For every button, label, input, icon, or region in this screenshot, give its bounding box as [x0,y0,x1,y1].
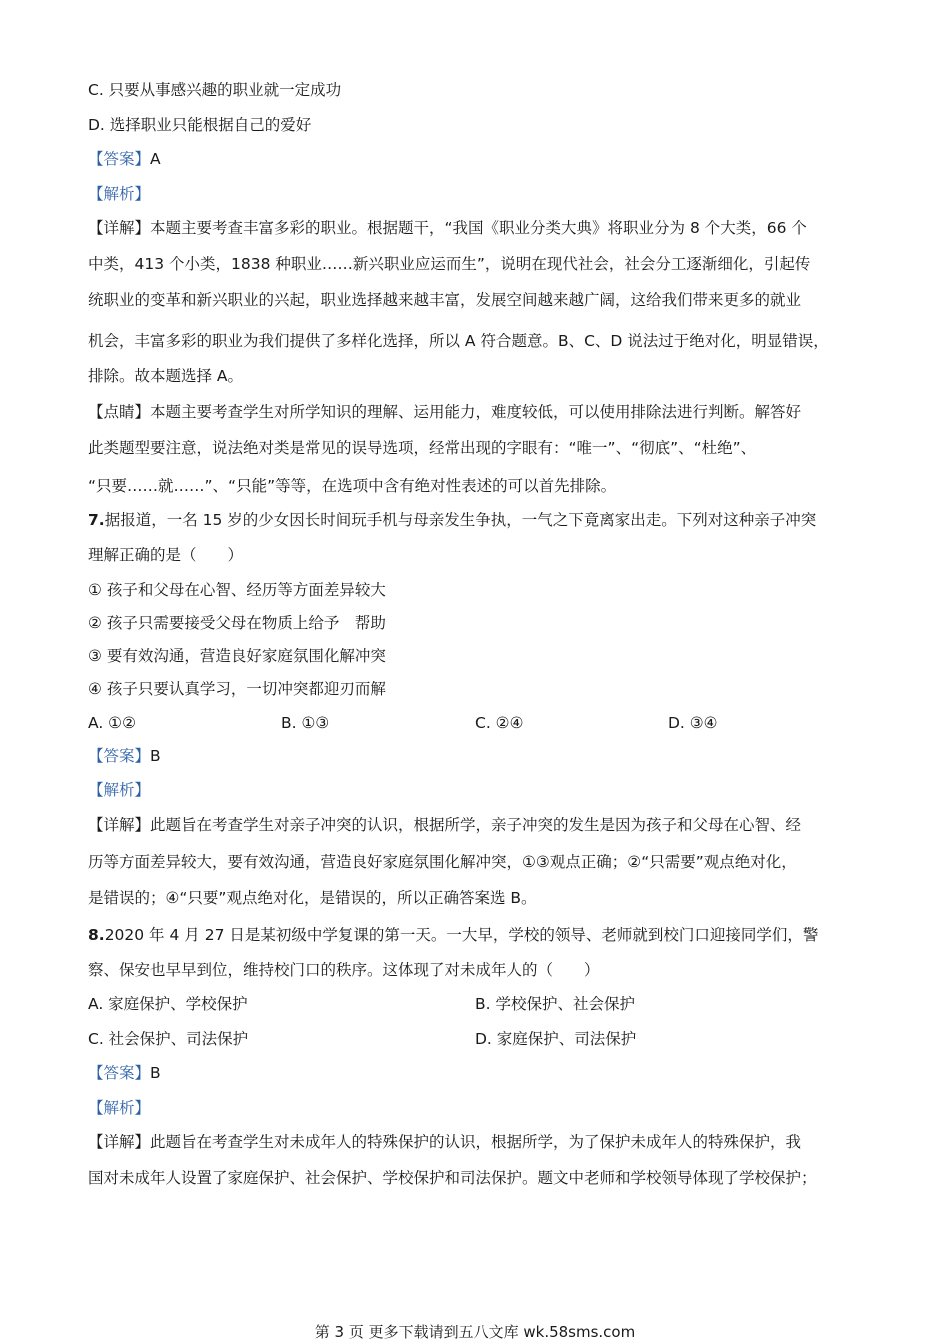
q7-option-a: A. ①② [88,714,136,732]
answer-value: A [150,150,161,168]
detail-line: 【详解】本题主要考查丰富多彩的职业。根据题干，“我国《职业分类大典》将职业分为 8 个大类，66 个 [88,219,807,237]
question-7-stem-cont: 理解正确的是（ ） [88,546,244,564]
q7-option-c: C. ②④ [475,714,524,732]
stem-text: 2020 年 4 月 27 日是某初级中学复课的第一天。一大早，学校的领导、老师就到校门口迎接同学们，警 [104,926,819,944]
detail-line: 历等方面差异较大，要有效沟通，营造良好家庭氛围化解冲突，①③观点正确；②“只需要”观点绝对化， [88,853,797,871]
q8-option-d: D. 家庭保护、司法保护 [475,1030,637,1048]
option-c: C. 只要从事感兴趣的职业就一定成功 [88,81,342,99]
answer-line [88,149,161,169]
answer-line [88,1063,161,1083]
answer-tag: 【答案】 [88,1064,151,1082]
analysis-tag: 【解析】 [88,185,151,203]
statement-1: ① 孩子和父母在心智、经历等方面差异较大 [88,581,386,599]
q8-option-c: C. 社会保护、司法保护 [88,1030,249,1048]
question-number: 7. [88,511,105,529]
page-footer: 第 3 页 更多下载请到五八文库 wk.58sms.com [314,1323,636,1341]
tip-line: 此类题型要注意，说法绝对类是常见的误导选项，经常出现的字眼有：“唯一”、“彻底”、“杜绝”、 [88,439,757,457]
option-d: D. 选择职业只能根据自己的爱好 [88,116,312,134]
detail-line: 排除。故本题选择 A。 [88,367,244,385]
detail-line: 是错误的；④“只要”观点绝对化，是错误的，所以正确答案选 B。 [88,889,537,907]
answer-tag: 【答案】 [88,150,151,168]
question-7-stem [88,510,816,530]
analysis-tag: 【解析】 [88,781,151,799]
detail-line: 机会，丰富多彩的职业为我们提供了多样化选择，所以 A 符合题意。B、C、D 说法过于绝对化，明显错误， [88,332,829,350]
detail-line: 国对未成年人设置了家庭保护、社会保护、学校保护和司法保护。题文中老师和学校领导体现了学校保护； [88,1169,817,1187]
stem-text: 据报道，一名 15 岁的少女因长时间玩手机与母亲发生争执，一气之下竟离家出走。下列对这种亲子冲突 [104,511,817,529]
answer-value: B [150,747,161,765]
statement-2: ② 孩子只需要接受父母在物质上给予 帮助 [88,614,386,632]
question-number: 8. [88,926,105,944]
answer-tag: 【答案】 [88,747,151,765]
statement-4: ④ 孩子只要认真学习，一切冲突都迎刃而解 [88,680,386,698]
tip-line: “只要……就……”、“只能”等等，在选项中含有绝对性表述的可以首先排除。 [88,477,617,495]
q8-option-a: A. 家庭保护、学校保护 [88,995,248,1013]
tip-line: 【点睛】本题主要考查学生对所学知识的理解、运用能力，难度较低，可以使用排除法进行判断。解答好 [88,403,802,421]
answer-value: B [150,1064,161,1082]
question-8-stem-cont: 察、保安也早早到位，维持校门口的秩序。这体现了对未成年人的（ ） [88,961,600,979]
statement-3: ③ 要有效沟通，营造良好家庭氛围化解冲突 [88,647,386,665]
detail-line: 统职业的变革和新兴职业的兴起，职业选择越来越丰富，发展空间越来越广阔，这给我们带来更多的就业 [88,291,802,309]
question-8-stem [88,925,818,945]
q7-option-d: D. ③④ [668,714,718,732]
detail-line: 【详解】此题旨在考查学生对亲子冲突的认识，根据所学，亲子冲突的发生是因为孩子和父母在心智、经 [88,816,802,834]
detail-line: 【详解】此题旨在考查学生对未成年人的特殊保护的认识，根据所学，为了保护未成年人的特殊保护，我 [88,1133,802,1151]
analysis-tag: 【解析】 [88,1099,151,1117]
q7-option-b: B. ①③ [281,714,330,732]
detail-line: 中类，413 个小类，1838 种职业……新兴职业应运而生”，说明在现代社会，社会分工逐渐细化，引起传 [88,255,811,273]
answer-line [88,746,161,766]
q8-option-b: B. 学校保护、社会保护 [475,995,635,1013]
